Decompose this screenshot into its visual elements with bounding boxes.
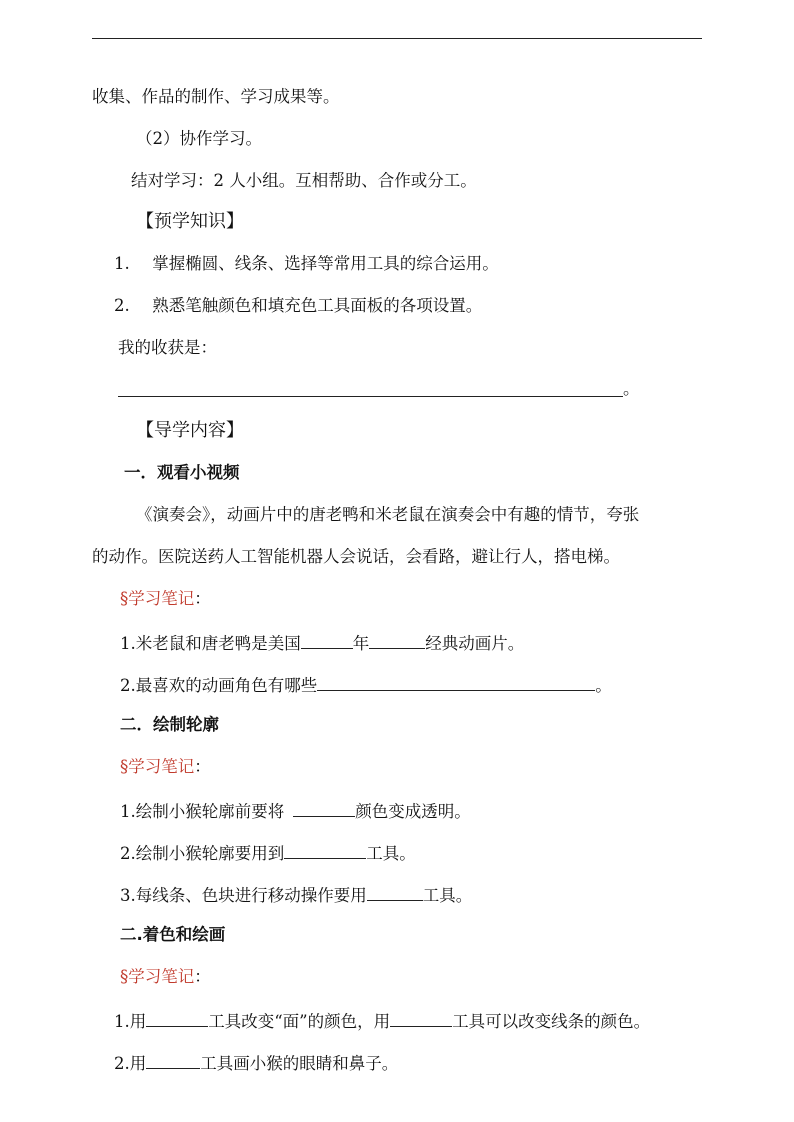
question-text: 1.用 [114,1012,147,1031]
answer-blank[interactable] [369,630,425,649]
study-notes-label [120,756,211,778]
text-line: （2）协作学习。 [136,129,262,148]
question-text: 颜色变成透明。 [355,802,471,821]
question-line [120,630,524,655]
text-line: 结对学习：2 人小组。互相帮助、合作或分工。 [131,171,477,190]
answer-blank-line[interactable] [118,396,623,397]
answer-blank[interactable] [317,672,595,691]
study-notes-label [120,588,211,610]
subsection-title: 二.着色和绘画 [120,925,226,944]
question-line [114,1008,650,1033]
question-text: 3.每线条、色块进行移动操作要用 [120,886,367,905]
answer-blank[interactable] [146,1008,208,1027]
header-rule [92,38,702,39]
list-item [114,295,482,317]
text-line: 《演奏会》，动画片中的唐老鸭和米老鼠在演奏会中有趣的情节，夸张 [136,505,640,524]
answer-blank[interactable] [284,840,366,859]
question-line [120,840,416,865]
list-text: 熟悉笔触颜色和填充色工具面板的各项设置。 [152,296,483,315]
question-text: 工具可以改变线条的颜色。 [452,1012,651,1031]
notes-colon: ： [194,589,211,608]
answer-blank[interactable] [293,798,355,817]
gain-label: 我的收获是： [118,338,217,357]
answer-blank[interactable] [390,1008,452,1027]
text-line: 的动作。医院送药人工智能机器人会说话，会看路，避让行人，搭电梯。 [92,547,620,566]
question-line [120,798,471,823]
list-number: 1. [114,254,130,273]
question-line [120,672,612,697]
question-line [120,882,472,907]
question-text: 经典动画片。 [425,634,525,653]
question-text: 工具改变“面”的颜色，用 [208,1012,391,1031]
answer-blank[interactable] [367,882,423,901]
list-item [114,253,499,275]
study-notes-label [120,966,211,988]
subsection-title: 二．绘制轮廓 [120,715,219,734]
question-text: 工具画小猴的眼睛和鼻子。 [200,1054,399,1073]
section-heading-guide: 【导学内容】 [136,420,244,441]
notes-colon: ： [194,757,211,776]
list-number: 2. [114,296,130,315]
list-text: 掌握椭圆、线条、选择等常用工具的综合运用。 [152,254,499,273]
question-line [114,1050,398,1075]
question-text: 年 [352,634,370,653]
gain-end: 。 [623,379,640,398]
notes-label-text: §学习笔记 [120,757,195,776]
section-heading-preview: 【预学知识】 [136,211,244,232]
question-text: 。 [595,676,612,695]
notes-colon: ： [194,967,211,986]
question-text: 工具。 [422,886,473,905]
question-text: 工具。 [366,844,416,863]
question-text: 2.最喜欢的动画角色有哪些 [120,676,318,695]
question-text: 1.米老鼠和唐老鸭是美国 [120,634,301,653]
answer-blank[interactable] [146,1050,200,1069]
question-text: 2.用 [114,1054,147,1073]
subsection-title: 一．观看小视频 [124,463,240,482]
question-text: 2.绘制小猴轮廓要用到 [120,844,285,863]
notes-label-text: §学习笔记 [120,589,195,608]
question-text: 1.绘制小猴轮廓前要将 [120,802,285,821]
notes-label-text: §学习笔记 [120,967,195,986]
answer-blank[interactable] [301,630,353,649]
text-line: 收集、作品的制作、学习成果等。 [92,87,340,106]
